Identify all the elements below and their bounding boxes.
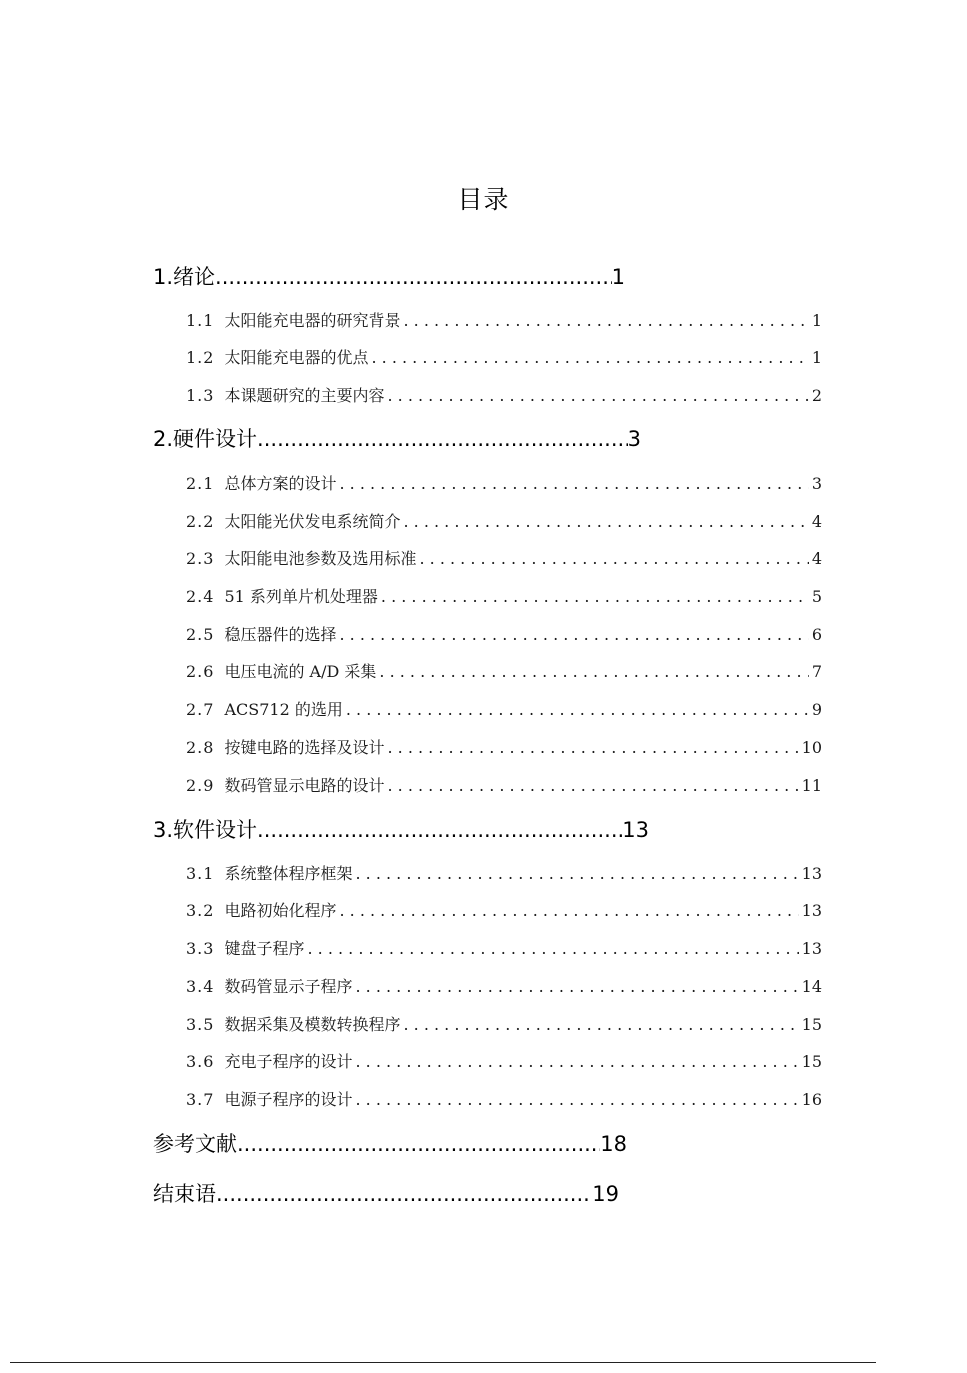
toc-entry-page: 5 [811,587,822,606]
toc-entry-page: 14 [801,977,822,996]
dot-leader [419,547,808,571]
toc-entry-section[interactable] [186,975,822,999]
dot-leader [387,384,808,408]
toc-entry-section[interactable] [186,623,822,647]
toc-entry-section[interactable] [186,698,822,722]
toc-entry-references[interactable] [153,1129,627,1159]
toc-entry-section[interactable] [186,585,822,609]
toc-entry-page: 9 [811,700,822,719]
toc-entry-text: 键盘子程序 [224,939,305,958]
toc-entry-section[interactable] [186,899,822,923]
toc-entry-page: 16 [801,1090,822,1109]
dot-leader [355,862,798,886]
footer-divider [10,1362,876,1363]
toc-entry-page: 19 [592,1182,619,1206]
toc-entry-number: 3. [153,818,174,842]
dot-leader [355,1088,798,1112]
toc-entry-section[interactable] [186,1088,822,1112]
toc-entry-text: 系统整体程序框架 [224,864,353,883]
dot-leader [346,698,809,722]
toc-entry-section[interactable] [186,736,822,760]
toc-entry-page: 13 [622,818,649,842]
toc-entry-number: 2. [153,427,174,451]
toc-entry-text: 电路初始化程序 [224,901,337,920]
toc-entry-section[interactable] [186,1050,822,1074]
toc-entry-page: 15 [801,1015,822,1034]
toc-entry-page: 11 [801,776,822,795]
toc-entry-page: 13 [801,939,822,958]
toc-entry-text: ACS712 的选用 [224,700,343,719]
toc-entry-number: 3.1 [186,864,215,883]
toc-entry-text: 数码管显示子程序 [224,977,353,996]
toc-entry-section[interactable] [186,862,822,886]
toc-entry-text: 数码管显示电路的设计 [224,776,385,795]
toc-entry-page: 2 [811,386,822,405]
toc-entry-number: 3.4 [186,977,215,996]
dot-leader [307,937,798,961]
toc-entry-number: 3.7 [186,1090,215,1109]
toc-entry-text: 太阳能充电器的优点 [224,348,369,367]
toc-entry-page: 18 [600,1132,627,1156]
toc-entry-page: 4 [811,512,822,531]
toc-entry-text: 数据采集及模数转换程序 [224,1015,401,1034]
toc-entry-section[interactable] [186,510,822,534]
dot-leader [403,1013,798,1037]
toc-entry-text: 总体方案的设计 [224,474,337,493]
toc-entry-section[interactable] [186,472,822,496]
dot-leader [257,424,628,454]
toc-entry-page: 7 [811,662,822,681]
toc-entry-text: 51 系列单片机处理器 [224,587,378,606]
toc-entry-text: 软件设计 [173,818,258,842]
toc-entry-number: 2.4 [186,587,215,606]
toc-entry-section[interactable] [186,937,822,961]
toc-entry-page: 6 [811,625,822,644]
toc-entry-text: 硬件设计 [173,427,258,451]
toc-entry-number: 2.3 [186,549,215,568]
toc-entry-text: 太阳能光伏发电系统简介 [224,512,401,531]
toc-entry-number: 1. [153,265,174,289]
toc-entry-chapter[interactable] [153,815,649,845]
dot-leader [339,623,808,647]
toc-entry-text: 按键电路的选择及设计 [224,738,385,757]
toc-entry-text: 充电子程序的设计 [224,1052,353,1071]
dot-leader [339,472,808,496]
toc-entry-section[interactable] [186,346,822,370]
toc-entry-page: 1 [611,265,625,289]
dot-leader [403,309,808,333]
toc-entry-number: 2.9 [186,776,215,795]
toc-entry-number: 1.3 [186,386,215,405]
toc-entry-page: 13 [801,864,822,883]
toc-entry-number: 3.5 [186,1015,215,1034]
dot-leader [215,262,612,292]
dot-leader [381,585,809,609]
dot-leader [387,774,798,798]
toc-entry-page: 15 [801,1052,822,1071]
toc-entry-section[interactable] [186,309,822,333]
toc-entry-section[interactable] [186,384,822,408]
toc-entry-text: 电源子程序的设计 [224,1090,353,1109]
toc-entry-number: 2.8 [186,738,215,757]
toc-entry-page: 10 [801,738,822,757]
toc-entry-page: 4 [811,549,822,568]
dot-leader [355,1050,798,1074]
dot-leader [355,975,798,999]
toc-entry-text: 电压电流的 A/D 采集 [224,662,377,681]
toc-entry-text: 参考文献 [153,1132,237,1156]
toc-entry-text: 本课题研究的主要内容 [224,386,385,405]
toc-entry-page: 3 [627,427,641,451]
toc-entry-text: 太阳能充电器的研究背景 [224,311,401,330]
toc-entry-number: 3.3 [186,939,215,958]
toc-entry-conclusion[interactable] [153,1179,619,1209]
dot-leader [216,1179,592,1209]
toc-entry-number: 3.2 [186,901,215,920]
dot-leader [403,510,808,534]
toc-entry-text: 结束语 [153,1182,216,1206]
toc-entry-section[interactable] [186,547,822,571]
toc-entry-page: 1 [811,348,822,367]
toc-entry-page: 13 [801,901,822,920]
toc-entry-chapter[interactable] [153,424,641,454]
toc-entry-section[interactable] [186,660,822,684]
toc-entry-page: 3 [811,474,822,493]
toc-entry-number: 2.5 [186,625,215,644]
dot-leader [371,346,808,370]
toc-title: 目录 [457,185,510,214]
toc-entry-section[interactable] [186,1013,822,1037]
dot-leader [387,736,798,760]
toc-entry-section[interactable] [186,774,822,798]
toc-entry-chapter[interactable] [153,262,625,292]
toc-entry-number: 2.7 [186,700,215,719]
toc-entry-text: 稳压器件的选择 [224,625,337,644]
toc-entry-number: 1.1 [186,311,215,330]
dot-leader [237,1129,600,1159]
toc-entry-number: 3.6 [186,1052,215,1071]
toc-entry-text: 太阳能电池参数及选用标准 [224,549,417,568]
dot-leader [339,899,798,923]
toc-entry-text: 绪论 [173,265,216,289]
dot-leader [257,815,622,845]
toc-entry-number: 2.1 [186,474,215,493]
dot-leader [379,660,808,684]
toc-entry-number: 1.2 [186,348,215,367]
toc-entry-number: 2.6 [186,662,215,681]
toc-entry-page: 1 [811,311,822,330]
toc-entry-number: 2.2 [186,512,215,531]
